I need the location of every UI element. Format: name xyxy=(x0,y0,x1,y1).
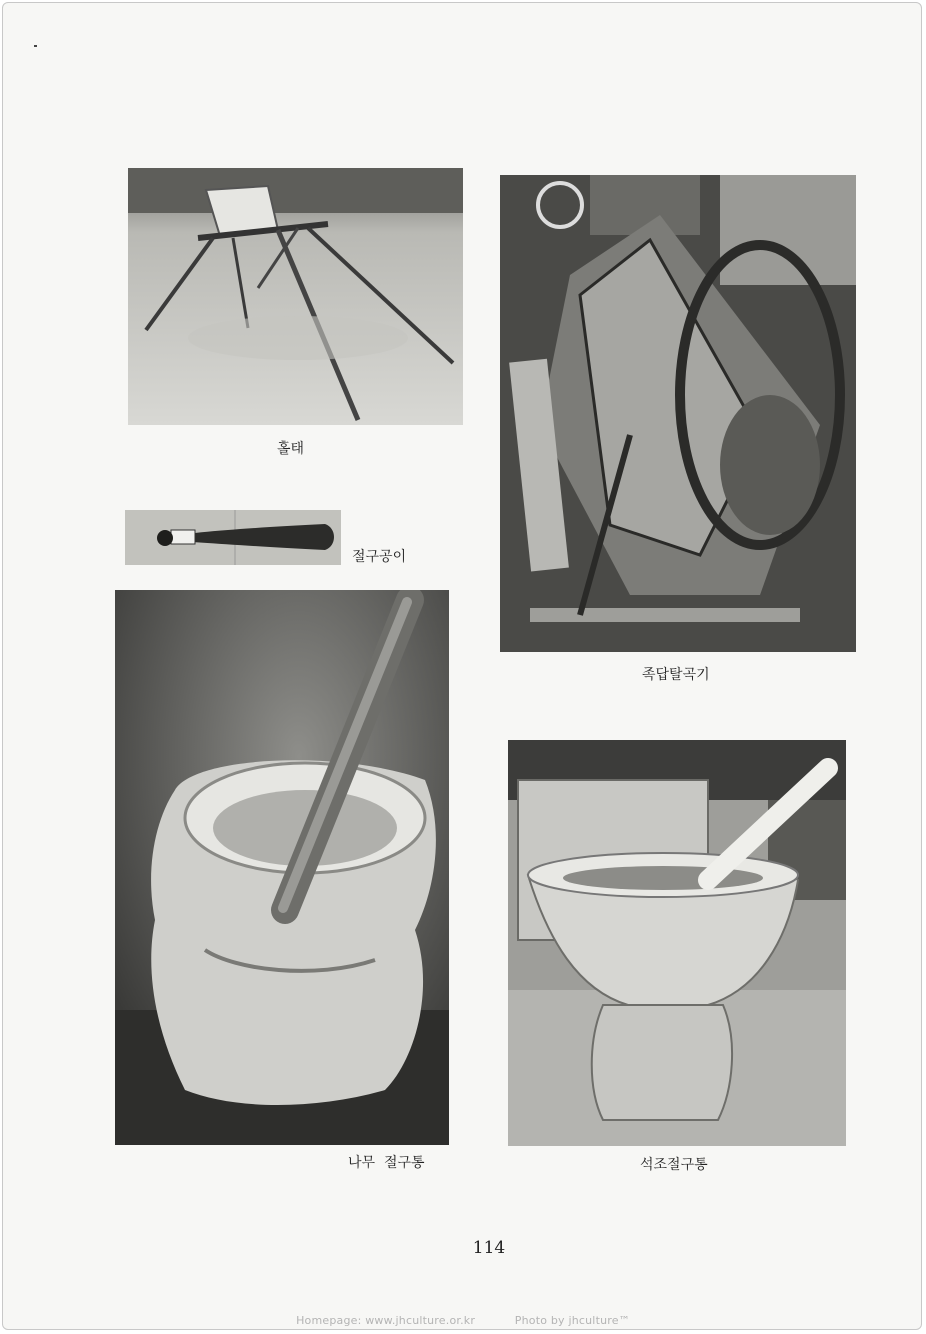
jokdap-talgokgi-photo xyxy=(500,175,856,652)
seokjo-jeolgutong-caption: 석조절구통 xyxy=(640,1157,708,1173)
holtae-caption: 홀태 xyxy=(277,441,305,457)
print-speck xyxy=(34,45,37,47)
holtae-photo xyxy=(128,168,463,425)
namu-jeolgutong-caption: 나무 절구통 xyxy=(348,1155,425,1171)
jeolgugongi-caption: 절구공이 xyxy=(352,549,407,565)
namu-jeolgutong-photo xyxy=(115,590,449,1145)
page-number: 114 xyxy=(472,1238,506,1258)
homepage-link[interactable]: Homepage: www.jhculture.or.kr xyxy=(296,1314,476,1327)
footer-watermark xyxy=(0,1314,926,1327)
photo-credit: Photo by jhculture™ xyxy=(514,1314,630,1327)
jeolgugongi-photo xyxy=(125,510,341,565)
seokjo-jeolgutong-photo xyxy=(508,740,846,1146)
jokdap-talgokgi-caption: 족답탈곡기 xyxy=(642,667,710,683)
